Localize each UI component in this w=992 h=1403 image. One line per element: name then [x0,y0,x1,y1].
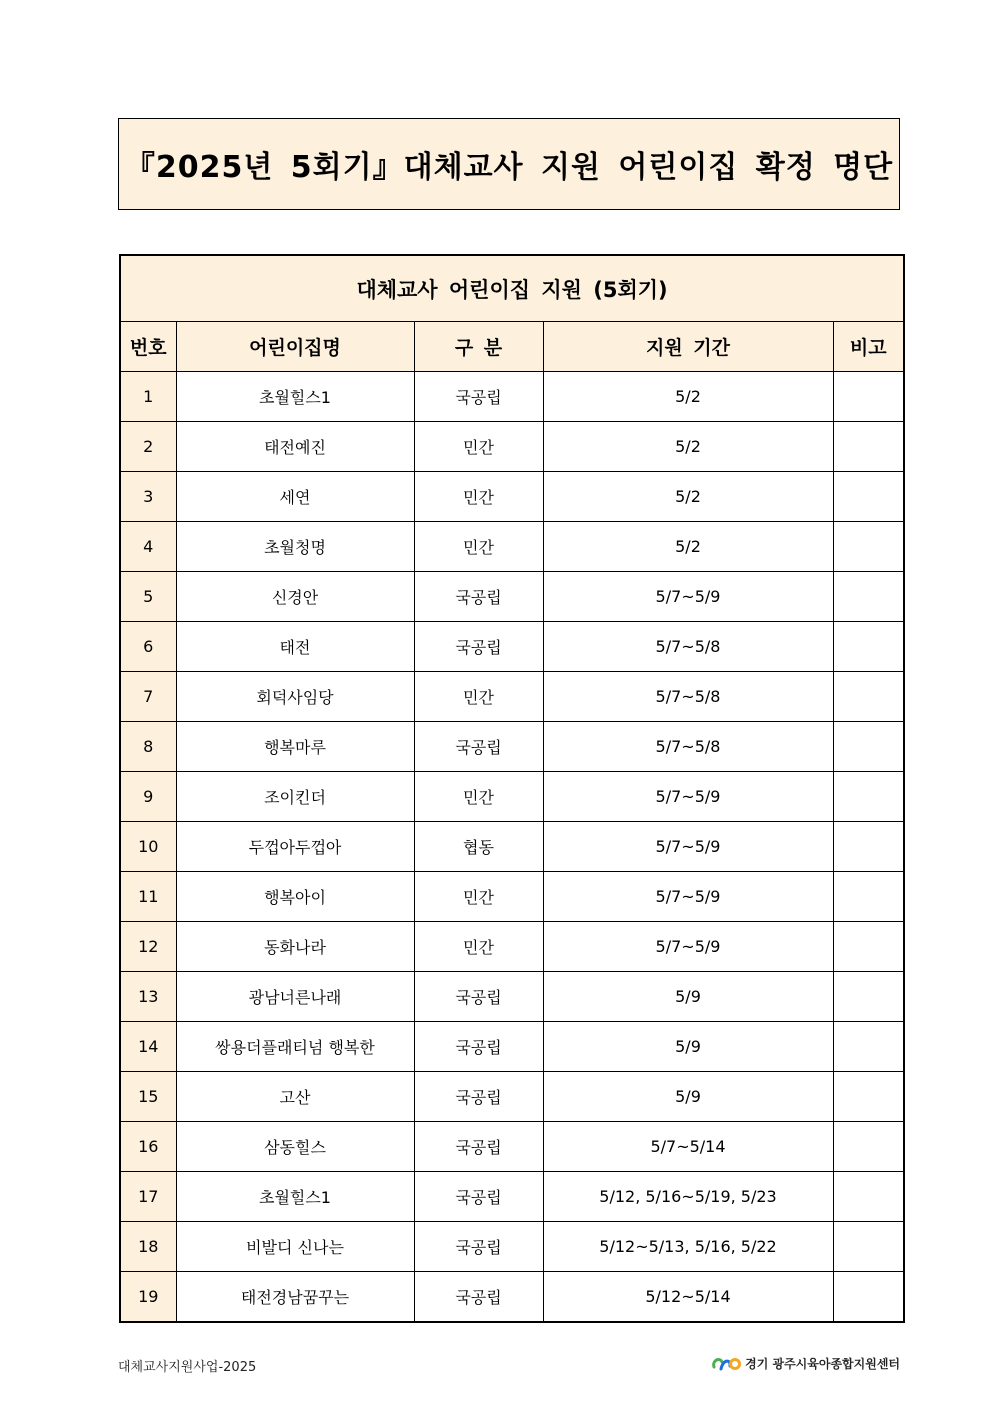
cell-note [833,1072,904,1122]
cell-name: 신경안 [176,572,414,622]
cell-name: 초월힐스1 [176,1172,414,1222]
cell-name: 태전경남꿈꾸는 [176,1272,414,1323]
center-logo-icon [711,1354,741,1372]
cell-type: 민간 [414,772,543,822]
cell-type: 국공립 [414,1222,543,1272]
cell-note [833,572,904,622]
cell-note [833,522,904,572]
cell-type: 민간 [414,672,543,722]
cell-type: 국공립 [414,372,543,422]
document-title-box [118,118,900,210]
cell-number: 17 [120,1172,176,1222]
cell-number: 4 [120,522,176,572]
table-row [120,1272,904,1323]
cell-period: 5/9 [543,1072,833,1122]
cell-period: 5/7~5/9 [543,772,833,822]
cell-name: 두껍아두껍아 [176,822,414,872]
table-row [120,1072,904,1122]
header-period: 지원 기간 [543,322,833,372]
table-row [120,722,904,772]
cell-name: 태전예진 [176,422,414,472]
cell-period: 5/2 [543,472,833,522]
cell-name: 행복아이 [176,872,414,922]
table-row [120,372,904,422]
cell-number: 5 [120,572,176,622]
table-caption-row [120,255,904,322]
cell-period: 5/9 [543,972,833,1022]
cell-number: 3 [120,472,176,522]
cell-note [833,672,904,722]
cell-type: 민간 [414,922,543,972]
cell-type: 국공립 [414,622,543,672]
table-caption: 대체교사 어린이집 지원 (5회기) [120,255,904,322]
cell-period: 5/2 [543,422,833,472]
cell-type: 국공립 [414,1122,543,1172]
cell-period: 5/7~5/9 [543,872,833,922]
header-number: 번호 [120,322,176,372]
cell-name: 행복마루 [176,722,414,772]
cell-name: 동화나라 [176,922,414,972]
cell-note [833,422,904,472]
header-type: 구 분 [414,322,543,372]
cell-type: 국공립 [414,722,543,772]
cell-name: 회덕사임당 [176,672,414,722]
footer-project-label: 대체교사지원사업-2025 [118,1360,257,1375]
table-row [120,922,904,972]
cell-note [833,372,904,422]
footer-organization [711,1354,900,1372]
table-row [120,572,904,622]
cell-number: 12 [120,922,176,972]
header-name: 어린이집명 [176,322,414,372]
table-row [120,422,904,472]
cell-period: 5/7~5/9 [543,922,833,972]
cell-note [833,922,904,972]
cell-number: 11 [120,872,176,922]
cell-name: 초월청명 [176,522,414,572]
cell-period: 5/7~5/9 [543,822,833,872]
cell-note [833,872,904,922]
table-row [120,522,904,572]
cell-type: 협동 [414,822,543,872]
cell-number: 2 [120,422,176,472]
cell-name: 고산 [176,1072,414,1122]
cell-name: 초월힐스1 [176,372,414,422]
cell-period: 5/12~5/14 [543,1272,833,1323]
cell-note [833,722,904,772]
cell-number: 13 [120,972,176,1022]
cell-period: 5/7~5/14 [543,1122,833,1172]
cell-name: 광남너른나래 [176,972,414,1022]
cell-note [833,972,904,1022]
table-row [120,672,904,722]
cell-note [833,772,904,822]
table-header-row [120,322,904,372]
cell-type: 국공립 [414,1072,543,1122]
cell-note [833,472,904,522]
table-row [120,472,904,522]
cell-name: 삼동힐스 [176,1122,414,1172]
header-note: 비고 [833,322,904,372]
cell-name: 조이킨더 [176,772,414,822]
cell-note [833,1272,904,1323]
cell-number: 6 [120,622,176,672]
table-row [120,1022,904,1072]
cell-note [833,622,904,672]
cell-type: 국공립 [414,972,543,1022]
footer-organization-name: 경기 광주시육아종합지원센터 [745,1356,900,1371]
document-title: 『2025년 5회기』대체교사 지원 어린이집 확정 명단 [124,150,894,185]
cell-number: 9 [120,772,176,822]
cell-period: 5/7~5/8 [543,672,833,722]
cell-name: 비발디 신나는 [176,1222,414,1272]
cell-number: 19 [120,1272,176,1323]
cell-period: 5/7~5/8 [543,622,833,672]
cell-type: 국공립 [414,1272,543,1323]
cell-type: 국공립 [414,1172,543,1222]
cell-number: 18 [120,1222,176,1272]
cell-note [833,1022,904,1072]
table-body [120,372,904,1323]
cell-number: 1 [120,372,176,422]
table-row [120,1172,904,1222]
cell-period: 5/7~5/9 [543,572,833,622]
table-row [120,872,904,922]
cell-period: 5/2 [543,372,833,422]
cell-number: 7 [120,672,176,722]
cell-type: 민간 [414,422,543,472]
cell-number: 10 [120,822,176,872]
cell-period: 5/9 [543,1022,833,1072]
cell-name: 쌍용더플래티넘 행복한 [176,1022,414,1072]
cell-type: 민간 [414,872,543,922]
table-row [120,772,904,822]
cell-name: 세연 [176,472,414,522]
table-row [120,822,904,872]
cell-number: 14 [120,1022,176,1072]
cell-type: 국공립 [414,572,543,622]
cell-note [833,1122,904,1172]
table-row [120,622,904,672]
roster-table [119,254,905,1323]
cell-period: 5/2 [543,522,833,572]
cell-note [833,1172,904,1222]
cell-period: 5/7~5/8 [543,722,833,772]
cell-type: 국공립 [414,1022,543,1072]
cell-type: 민간 [414,522,543,572]
cell-note [833,822,904,872]
cell-number: 8 [120,722,176,772]
cell-note [833,1222,904,1272]
cell-period: 5/12~5/13, 5/16, 5/22 [543,1222,833,1272]
table-row [120,1222,904,1272]
cell-number: 15 [120,1072,176,1122]
table-row [120,972,904,1022]
cell-number: 16 [120,1122,176,1172]
table-row [120,1122,904,1172]
cell-period: 5/12, 5/16~5/19, 5/23 [543,1172,833,1222]
cell-type: 민간 [414,472,543,522]
cell-name: 태전 [176,622,414,672]
